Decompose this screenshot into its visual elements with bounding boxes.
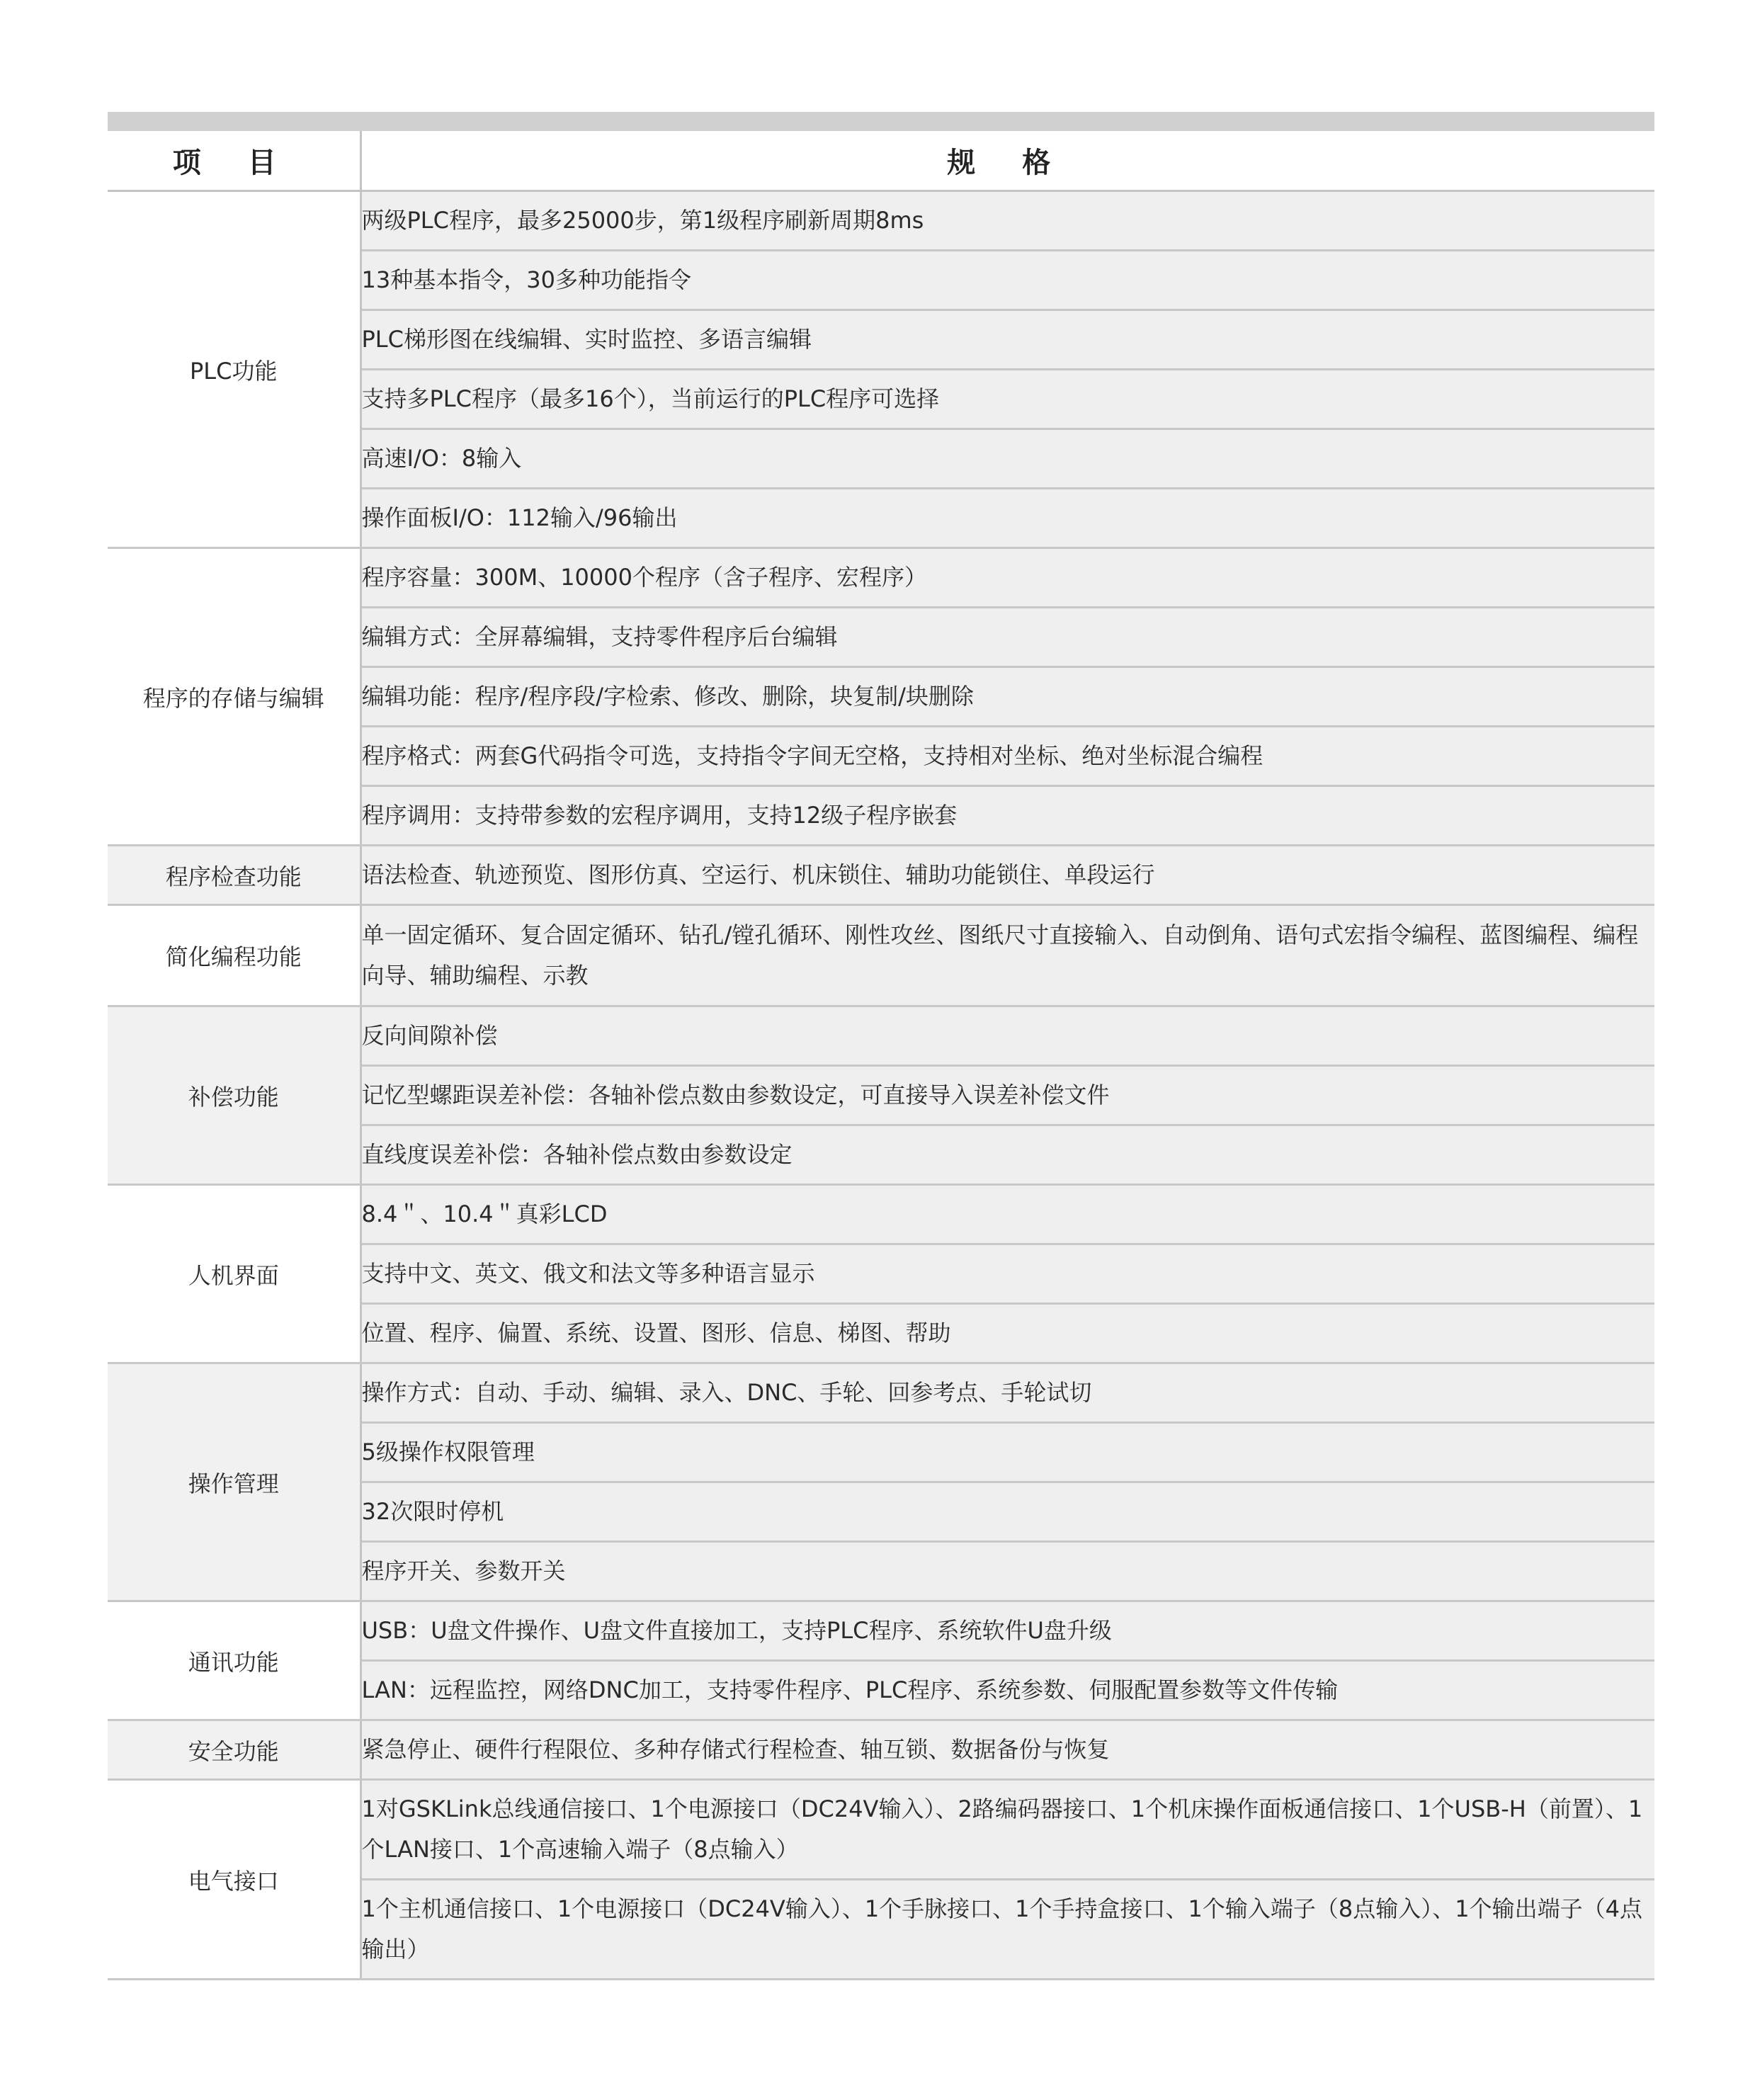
table-row: [108, 191, 1654, 251]
table-row: [108, 1780, 1654, 1880]
spec-cell: 支持中文、英文、俄文和法文等多种语言显示: [360, 1244, 1654, 1304]
table-row: [108, 548, 1654, 608]
category-program-storage: 程序的存储与编辑: [108, 548, 360, 846]
spec-cell: 程序格式：两套G代码指令可选，支持指令字间无空格，支持相对坐标、绝对坐标混合编程: [360, 727, 1654, 786]
spec-cell: 单一固定循环、复合固定循环、钻孔/镗孔循环、刚性攻丝、图纸尺寸直接输入、自动倒角、语句式宏指令编程、蓝图编程、编程向导、辅助编程、示教: [360, 905, 1654, 1006]
spec-cell: 程序容量：300M、10000个程序（含子程序、宏程序）: [360, 548, 1654, 608]
table-row: [108, 1720, 1654, 1780]
table-header-row: [108, 131, 1654, 191]
table-row: [108, 905, 1654, 1006]
header-top-bar: [108, 112, 1654, 131]
spec-cell: 紧急停止、硬件行程限位、多种存储式行程检查、轴互锁、数据备份与恢复: [360, 1720, 1654, 1780]
spec-cell: 8.4＂、10.4＂真彩LCD: [360, 1185, 1654, 1244]
spec-cell: 操作面板I/O：112输入/96输出: [360, 489, 1654, 548]
spec-cell: 32次限时停机: [360, 1482, 1654, 1542]
spec-cell: 5级操作权限管理: [360, 1423, 1654, 1482]
category-compensation: 补偿功能: [108, 1006, 360, 1185]
spec-cell: LAN：远程监控，网络DNC加工，支持零件程序、PLC程序、系统参数、伺服配置参数等文件传输: [360, 1661, 1654, 1720]
spec-cell: 两级PLC程序，最多25000步，第1级程序刷新周期8ms: [360, 191, 1654, 251]
spec-cell: 编辑功能：程序/程序段/字检索、修改、删除，块复制/块删除: [360, 667, 1654, 727]
spec-cell: 高速I/O：8输入: [360, 429, 1654, 489]
spec-cell: 语法检查、轨迹预览、图形仿真、空运行、机床锁住、辅助功能锁住、单段运行: [360, 846, 1654, 905]
category-simplified-programming: 简化编程功能: [108, 905, 360, 1006]
spec-cell: 1个主机通信接口、1个电源接口（DC24V输入）、1个手脉接口、1个手持盒接口、1个输入端子（8点输入）、1个输出端子（4点输出）: [360, 1880, 1654, 1980]
spec-cell: 13种基本指令，30多种功能指令: [360, 251, 1654, 310]
table-row: [108, 1185, 1654, 1244]
table-row: [108, 846, 1654, 905]
spec-cell: 程序调用：支持带参数的宏程序调用，支持12级子程序嵌套: [360, 786, 1654, 846]
spec-cell: 编辑方式：全屏幕编辑，支持零件程序后台编辑: [360, 608, 1654, 667]
spec-cell: 位置、程序、偏置、系统、设置、图形、信息、梯图、帮助: [360, 1304, 1654, 1363]
header-spec: 规 格: [360, 131, 1654, 191]
spec-table: [108, 131, 1654, 1980]
category-operation-management: 操作管理: [108, 1363, 360, 1601]
category-hmi: 人机界面: [108, 1185, 360, 1363]
category-communication: 通讯功能: [108, 1601, 360, 1720]
spec-cell: 支持多PLC程序（最多16个），当前运行的PLC程序可选择: [360, 370, 1654, 429]
category-plc: PLC功能: [108, 191, 360, 548]
category-electrical-interface: 电气接口: [108, 1780, 360, 1980]
spec-cell: USB：U盘文件操作、U盘文件直接加工，支持PLC程序、系统软件U盘升级: [360, 1601, 1654, 1661]
category-safety: 安全功能: [108, 1720, 360, 1780]
spec-cell: 直线度误差补偿：各轴补偿点数由参数设定: [360, 1125, 1654, 1185]
spec-cell: 操作方式：自动、手动、编辑、录入、DNC、手轮、回参考点、手轮试切: [360, 1363, 1654, 1423]
spec-cell: PLC梯形图在线编辑、实时监控、多语言编辑: [360, 310, 1654, 370]
table-row: [108, 1006, 1654, 1066]
table-row: [108, 1601, 1654, 1661]
header-item: 项 目: [108, 131, 360, 191]
spec-cell: 记忆型螺距误差补偿：各轴补偿点数由参数设定，可直接导入误差补偿文件: [360, 1066, 1654, 1125]
spec-cell: 反向间隙补偿: [360, 1006, 1654, 1066]
spec-cell: 1对GSKLink总线通信接口、1个电源接口（DC24V输入）、2路编码器接口、1个机床操作面板通信接口、1个USB-H（前置）、1个LAN接口、1个高速输入端子（8点输入）: [360, 1780, 1654, 1880]
table-row: [108, 1363, 1654, 1423]
category-program-check: 程序检查功能: [108, 846, 360, 905]
spec-cell: 程序开关、参数开关: [360, 1542, 1654, 1601]
